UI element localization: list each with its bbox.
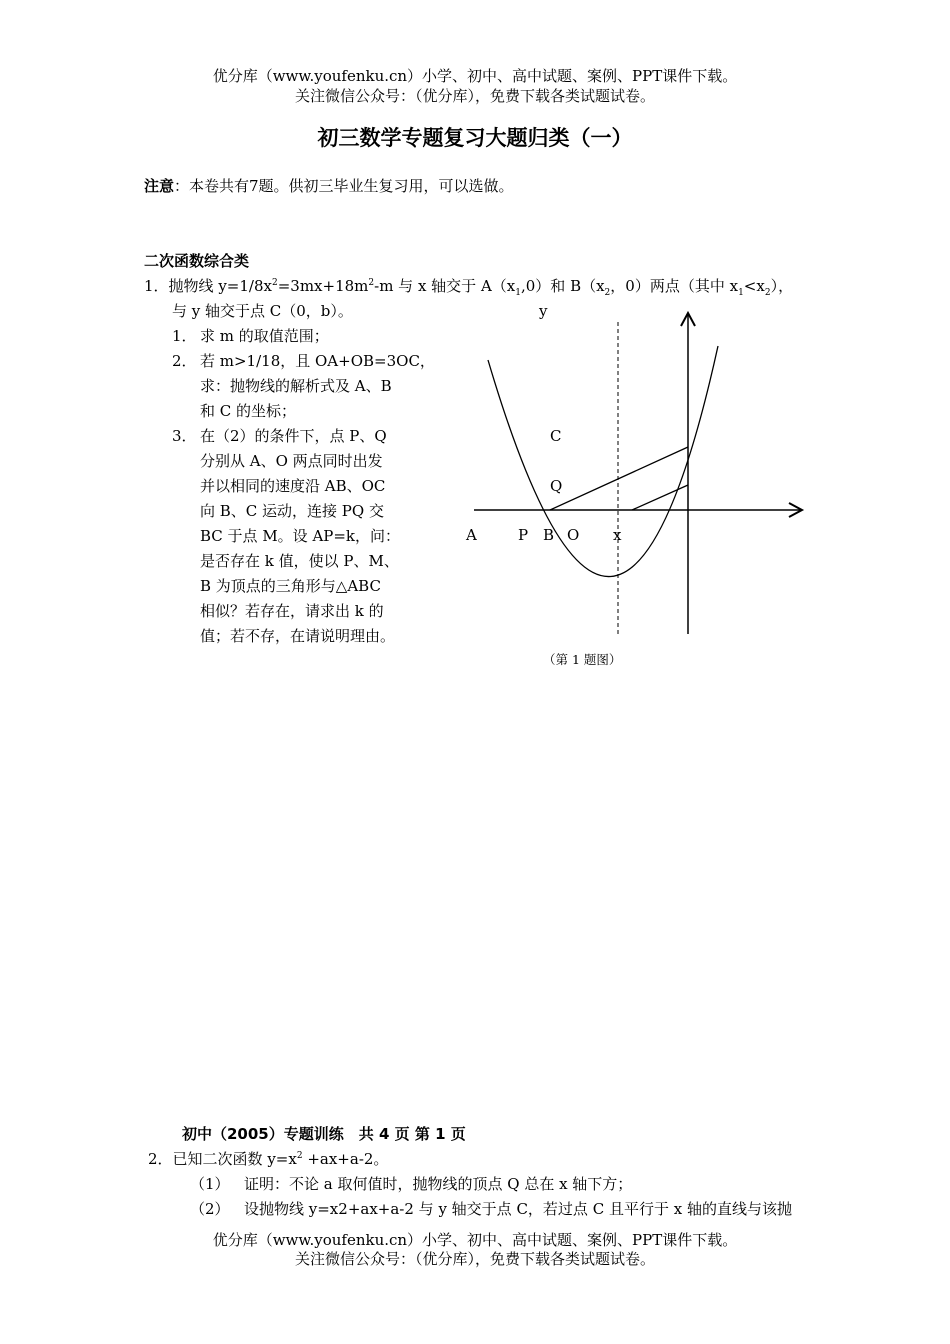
bottom-line-2: 关注微信公众号：（优分库），免费下载各类试题试卷。: [294, 1250, 655, 1268]
bottom-line-1: 优分库（www.youfenku.cn）小学、初中、高中试题、案例、PPT课件下载。: [212, 1231, 738, 1249]
q2-part-2-text: 设抛物线 y=x2+ax+a-2 与 y 轴交于点 C，若过点 C 且平行于 x 轴的直线与该抛: [244, 1200, 792, 1218]
q1-part-2-number: 2．: [172, 352, 197, 370]
label-y: y: [539, 302, 548, 320]
q1-stem: 1．抛物线 $y=1/8x^2=3mx+18m^2-m$ 与 x 轴交于 $A(x_1,0)$和 $B(x_2$，0）两点（其中 $x_1<x_2$），: [144, 277, 794, 298]
segment-bc: [550, 447, 688, 510]
page-footer: 初中（2005）专题训练 共 4 页 第 1 页: [182, 1125, 466, 1143]
segment-pq: [632, 485, 688, 510]
page-title: 初三数学专题复习大题归类（一）: [317, 126, 633, 150]
label-a: A: [466, 526, 477, 544]
q2-part-1-number: （1）: [190, 1175, 230, 1193]
q1-part-3-number: 3．: [172, 427, 197, 445]
label-q: Q: [550, 477, 563, 495]
q1-part-1-line: 求 m 的取值范围；: [200, 327, 329, 345]
notice-label: 注意: [144, 177, 175, 195]
q1-part-3-line: BC 于点 M。设 AP=k，问：: [200, 527, 401, 545]
q2-part-2-number: （2）: [190, 1200, 230, 1218]
label-b: B: [543, 526, 555, 544]
q1-part-3-line: B 为顶点的三角形与△ABC: [200, 577, 381, 595]
label-p: P: [518, 526, 529, 544]
label-c: C: [550, 427, 562, 445]
label-o: O: [567, 526, 580, 544]
q2-part-1-text: 证明：不论 a 取何值时，抛物线的顶点 Q 总在 x 轴下方；: [244, 1175, 633, 1193]
header-line-1: 优分库（www.youfenku.cn）小学、初中、高中试题、案例、PPT课件下载。: [212, 67, 738, 85]
q1-part-3-line: 向 B、C 运动，连接 PQ 交: [200, 502, 384, 520]
q1-part-2-line: 求：抛物线的解析式及 A、B: [200, 377, 392, 395]
q1-number: 1．: [144, 277, 169, 295]
header-line-2: 关注微信公众号：（优分库），免费下载各类试题试卷。: [294, 87, 655, 105]
q1-part-3-line: 相似？若存在，请求出 k 的: [200, 602, 384, 620]
q1-part-3-line: 并以相同的速度沿 AB、OC: [200, 477, 386, 495]
q1-part-3-line: 分别从 A、O 两点同时出发: [200, 452, 383, 470]
q1-part-1-number: 1．: [172, 327, 197, 345]
q2-number: 2．: [148, 1150, 173, 1168]
q1-part-3-line: 在（2）的条件下，点 P、Q: [200, 427, 387, 445]
q2-stem: 2．已知二次函数 $y=x^2 +ax+a-2$。: [148, 1150, 389, 1168]
notice-text: ：本卷共有7题。供初三毕业生复习用，可以选做。: [174, 177, 514, 195]
q1-part-2-line: 若 m>1/18，且 OA+OB=3OC，: [200, 352, 435, 370]
q1-part-3-line: 是否存在 k 值，使以 P、M、: [200, 552, 399, 570]
label-x: x: [613, 526, 622, 544]
section-title: 二次函数综合类: [144, 252, 250, 270]
q1-part-2-line: 和 C 的坐标；: [200, 402, 297, 420]
figure-caption: （第 1 题图）: [543, 652, 622, 667]
q1-stem-line-2: 与 y 轴交于点 C（0，b）。: [172, 302, 353, 320]
q1-part-3-line: 值；若不存，在请说明理由。: [200, 627, 396, 645]
